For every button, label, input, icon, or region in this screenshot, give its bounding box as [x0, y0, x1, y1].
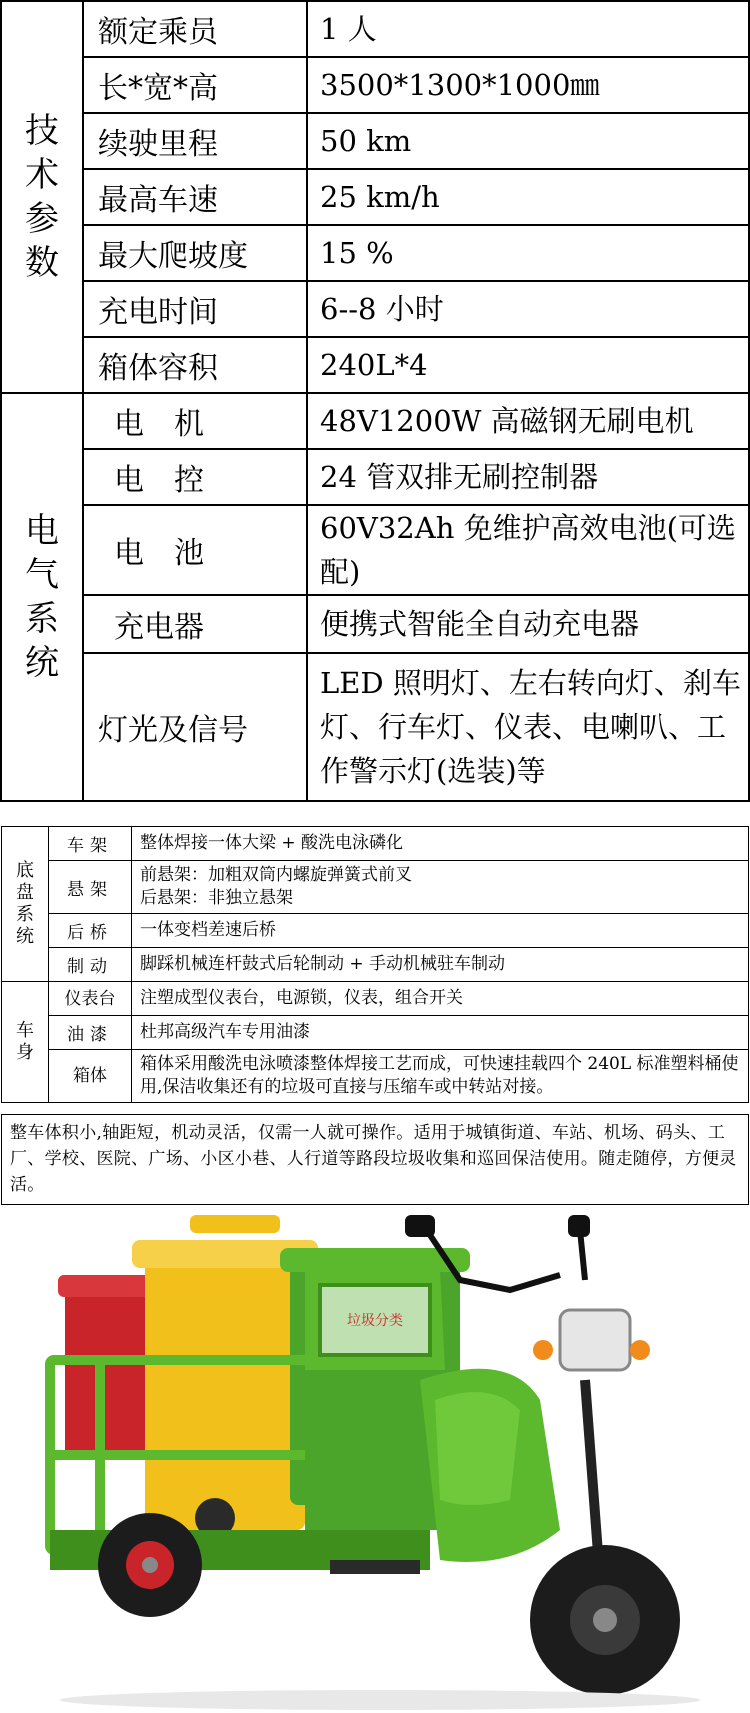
label-dimensions: 长*宽*高: [83, 57, 307, 113]
value-dashboard: 注塑成型仪表台，电源锁，仪表，组合开关: [132, 982, 749, 1016]
value-frame: 整体焊接一体大梁 + 酸洗电泳磷化: [132, 827, 749, 861]
headlight: [533, 1310, 650, 1370]
value-battery: 60V32Ah 免维护高效电池(可选配): [307, 505, 749, 595]
spec-table-chassis-body: [1, 826, 749, 1103]
label-controller: 电控: [83, 449, 307, 505]
category-body: 车 身: [2, 982, 49, 1103]
label-dashboard: 仪表台: [49, 982, 132, 1016]
front-body: [420, 1369, 560, 1562]
label-rear-axle: 后桥: [49, 914, 132, 948]
label-suspension: 悬架: [49, 861, 132, 914]
value-max-speed: 25 km/h: [307, 169, 749, 225]
label-charge-time: 充电时间: [83, 281, 307, 337]
right-mirror: [568, 1215, 590, 1237]
value-dimensions: 3500*1300*1000㎜: [307, 57, 749, 113]
label-brake: 制动: [49, 948, 132, 982]
label-max-speed: 最高车速: [83, 169, 307, 225]
value-rated-passengers: 1 人: [307, 1, 749, 57]
label-rated-passengers: 额定乘员: [83, 1, 307, 57]
label-lights: 灯光及信号: [83, 653, 307, 801]
value-brake: 脚踩机械连杆鼓式后轮制动 + 手动机械驻车制动: [132, 948, 749, 982]
value-paint: 杜邦高级汽车专用油漆: [132, 1016, 749, 1050]
value-front-suspension: 前悬架：加粗双筒内螺旋弹簧式前叉: [140, 865, 412, 885]
value-lights: LED 照明灯、左右转向灯、刹车灯、行车灯、仪表、电喇叭、工作警示灯(选装)等: [307, 653, 749, 801]
value-rear-axle: 一体变档差速后桥: [132, 914, 749, 948]
spec-table-main: [0, 0, 750, 802]
rear-wheel: [98, 1513, 202, 1617]
category-electric: 电 气 系 统: [1, 393, 83, 801]
label-paint: 油漆: [49, 1016, 132, 1050]
electric-tricycle-illustration: [40, 1200, 720, 1713]
label-max-gradient: 最大爬坡度: [83, 225, 307, 281]
value-box-volume: 240L*4: [307, 337, 749, 393]
category-tech-params: 技 术 参 数: [1, 1, 83, 393]
value-box: 箱体采用酸洗电泳喷漆整体焊接工艺而成，可快速挂载四个 240L 标准塑料桶使用,保洁收集还有的垃圾可直接与压缩车或中转站对接。: [132, 1050, 749, 1103]
value-controller: 24 管双排无刷控制器: [307, 449, 749, 505]
footrest: [330, 1560, 420, 1574]
label-range: 续驶里程: [83, 113, 307, 169]
label-battery: 电池: [83, 505, 307, 595]
front-wheel: [530, 1545, 680, 1695]
ground-shadow: [60, 1690, 700, 1710]
summary-text: 整车体积小,轴距短，机动灵活，仅需一人就可操作。适用于城镇街道、车站、机场、码头、工厂、学校、医院、广场、小区小巷、人行道等路段垃圾收集和巡回保洁使用。随走随停，方便灵活。: [1, 1114, 749, 1205]
label-charger: 充电器: [83, 595, 307, 653]
value-max-gradient: 15 %: [307, 225, 749, 281]
value-rear-suspension: 后悬架：非独立悬架: [140, 888, 293, 908]
label-motor: 电机: [83, 393, 307, 449]
value-charger: 便携式智能全自动充电器: [307, 595, 749, 653]
value-range: 50 km: [307, 113, 749, 169]
label-box: 箱体: [49, 1050, 132, 1103]
label-frame: 车架: [49, 827, 132, 861]
left-mirror: [405, 1215, 435, 1237]
sign-text: 垃圾分类: [347, 1313, 403, 1329]
category-chassis: 底 盘 系 统: [2, 827, 49, 982]
label-box-volume: 箱体容积: [83, 337, 307, 393]
value-suspension: [132, 861, 749, 914]
value-charge-time: 6--8 小时: [307, 281, 749, 337]
value-motor: 48V1200W 高磁钢无刷电机: [307, 393, 749, 449]
